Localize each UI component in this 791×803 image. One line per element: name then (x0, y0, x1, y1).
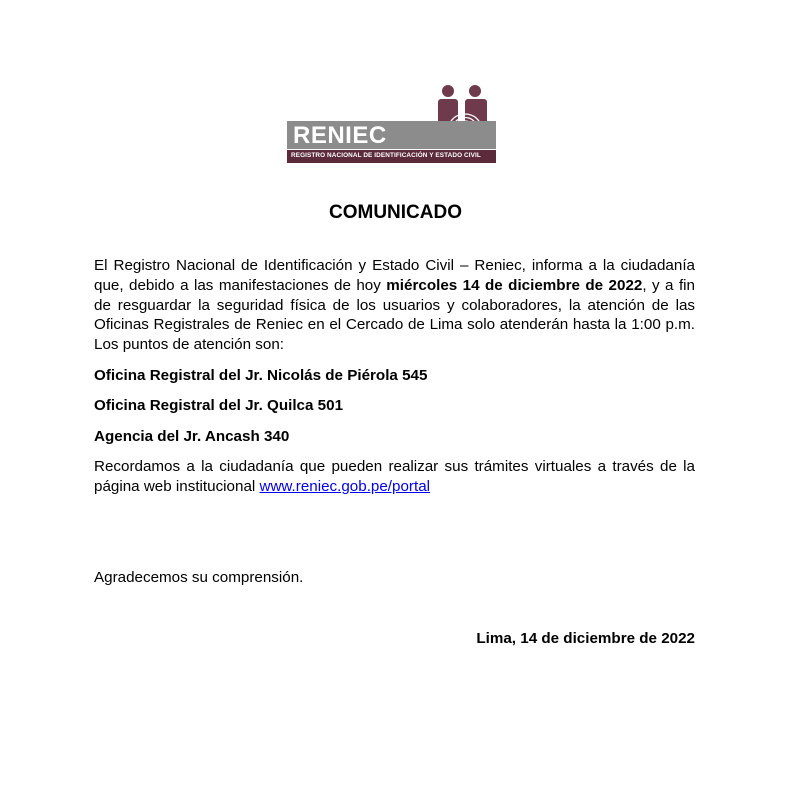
office-item-ancash: Agencia del Jr. Ancash 340 (94, 428, 290, 445)
portal-link[interactable]: www.reniec.gob.pe/portal (259, 477, 431, 495)
intro-text-before: El Registro Nacional de Identificación y Estado Civil – Reniec, informa a la ciudadanía que, debido a las manifestaciones de hoy (94, 257, 695, 294)
thanks-line: Agradecemos su comprensión. (94, 569, 304, 586)
logo-tagline-band (287, 150, 496, 163)
logo-tagline: REGISTRO NACIONAL DE IDENTIFICACIÓN Y ESTADO CIVIL (291, 152, 481, 159)
office-item-pierola: Oficina Registral del Jr. Nicolás de Piérola 545 (94, 367, 428, 384)
reminder-text: Recordamos a la ciudadanía que pueden realizar sus trámites virtuales a través de la página web institucional (94, 458, 695, 495)
dateline: Lima, 14 de diciembre de 2022 (476, 630, 695, 647)
logo-wordmark-bar (287, 121, 496, 149)
reniec-logo (287, 84, 497, 166)
intro-date-bold: miércoles 14 de diciembre de 2022 (386, 276, 643, 294)
intro-text-after: , y a fin de resguardar la seguridad física de los usuarios y colaboradores, la atención de las Oficinas Registrales de Reniec en el Cercado de Lima solo atenderán hasta la 1:00 p.m. Los puntos de atención son: (94, 276, 695, 354)
office-item-quilca: Oficina Registral del Jr. Quilca 501 (94, 397, 344, 414)
intro-paragraph (94, 256, 695, 355)
reminder-paragraph (94, 457, 695, 497)
logo-wordmark: RENIEC (293, 122, 387, 149)
document-title: COMUNICADO (329, 202, 462, 223)
